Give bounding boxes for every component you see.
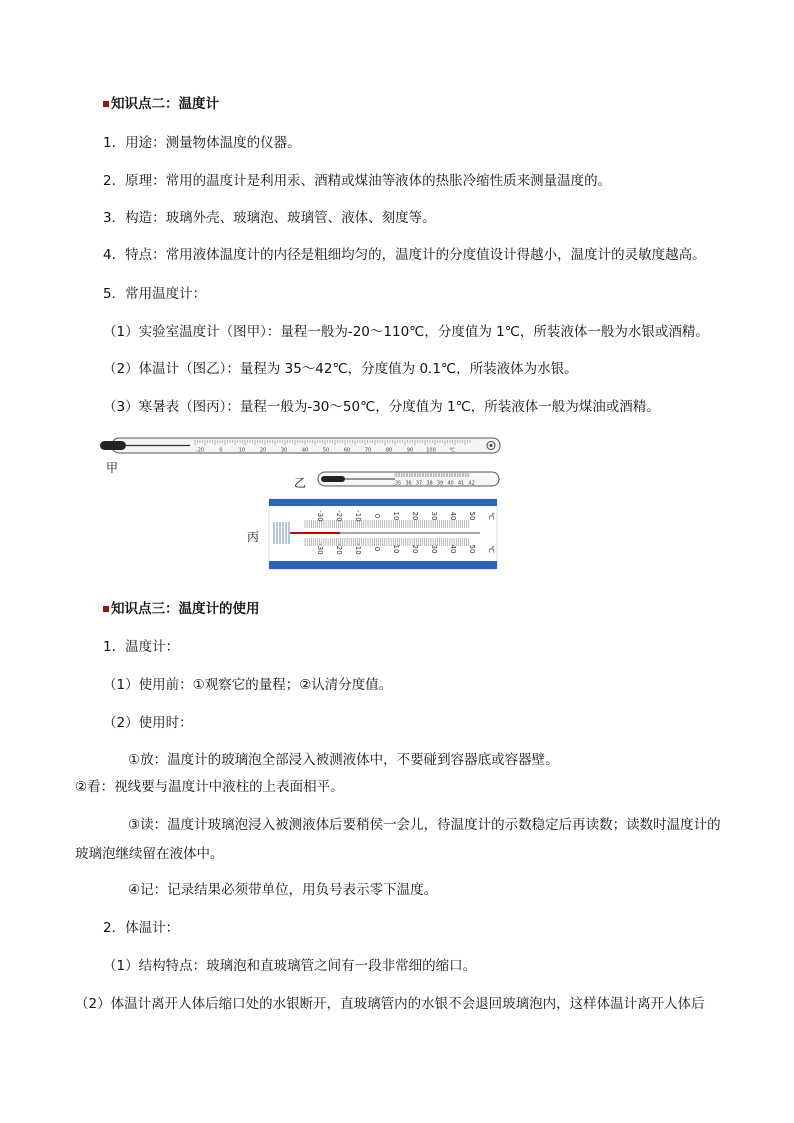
scale-label: 70 <box>364 447 372 454</box>
scale-label: 39 <box>436 480 444 487</box>
scale-label: 60 <box>343 447 351 454</box>
scale-label: 41 <box>457 480 465 487</box>
scale-label: 38 <box>426 480 433 487</box>
scale-label: -10 <box>354 543 362 555</box>
lab-thermometer <box>100 438 500 454</box>
text-line: ①放：温度计的玻璃泡全部浸入被测液体中，不要碰到容器底或容器壁。 <box>128 752 559 768</box>
text-line: 玻璃泡继续留在液体中。 <box>75 846 224 862</box>
scale-label: 50 <box>322 447 330 454</box>
heading-text: 知识点二：温度计 <box>111 96 219 112</box>
text-line: （2）体温计（图乙）：量程为 35～42℃，分度值为 0.1℃，所装液体为水银。 <box>103 361 578 377</box>
scale-label: 90 <box>406 447 414 454</box>
scale-label: ℃ <box>487 512 495 520</box>
scale-label: 36 <box>405 480 412 487</box>
thermometer-figure <box>0 432 794 572</box>
section-heading-3 <box>103 599 260 619</box>
heading-marker-icon <box>103 606 109 612</box>
section-heading-2 <box>103 94 219 114</box>
text-line: ②看：视线要与温度计中液柱的上表面相平。 <box>75 779 344 795</box>
scale-label: 30 <box>430 544 438 554</box>
scale-label: 0 <box>373 546 381 552</box>
scale-label: -20 <box>195 447 205 454</box>
scale-label: 40 <box>449 544 457 554</box>
scale-label: 20 <box>259 447 267 454</box>
text-line: （1）结构特点：玻璃泡和直玻璃管之间有一段非常细的缩口。 <box>103 958 477 974</box>
scale-label: -30 <box>316 543 324 555</box>
scale-label: 50 <box>468 511 476 521</box>
scale-label: -10 <box>354 510 362 522</box>
text-line: 4．特点：常用液体温度计的内径是粗细均匀的，温度计的分度值设计得越小，温度计的灵敏度越高。 <box>103 247 706 263</box>
text-line: （3）寒暑表（图丙）：量程一般为-30～50℃，分度值为 1℃，所装液体一般为煤油或酒精。 <box>103 399 660 415</box>
scale-label: ℃ <box>487 545 495 553</box>
scale-label: -20 <box>335 510 343 522</box>
text-line: 1．用途：测量物体温度的仪器。 <box>103 135 301 151</box>
text-line: （2）体温计离开人体后缩口处的水银断开，直玻璃管内的水银不会退回玻璃泡内，这样体温计离开人体后 <box>75 996 705 1012</box>
scale-label: 42 <box>468 480 475 487</box>
scale-label: 10 <box>238 447 246 454</box>
scale-label: 50 <box>468 544 476 554</box>
figure-label-jia: 甲 <box>106 461 119 475</box>
text-line: （1）实验室温度计（图甲）：量程一般为-20～110℃，分度值为 1℃，所装液体一般为水银或酒精。 <box>103 324 709 340</box>
heading-marker-icon <box>103 101 109 107</box>
figure-label-bing: 丙 <box>247 530 260 544</box>
scale-label: -30 <box>316 510 324 522</box>
text-line: 2．原理：常用的温度计是利用汞、酒精或煤油等液体的热胀冷缩性质来测量温度的。 <box>103 173 612 189</box>
text-line: ④记：记录结果必须带单位，用负号表示零下温度。 <box>128 882 438 898</box>
scale-label: -20 <box>335 543 343 555</box>
wall-thermometer <box>269 499 497 569</box>
text-line: ③读：温度计玻璃泡浸入被测液体后要稍侯一会儿，待温度计的示数稳定后再读数；读数时温度计的 <box>128 817 721 833</box>
text-line: （1）使用前：①观察它的量程；②认清分度值。 <box>103 677 393 693</box>
scale-label: 40 <box>447 480 454 487</box>
heading-text: 知识点三：温度计的使用 <box>111 601 260 617</box>
scale-label: 35 <box>394 480 402 487</box>
scale-label: 80 <box>385 447 393 454</box>
figure-label-yi: 乙 <box>294 476 307 490</box>
scale-label: 10 <box>392 544 400 554</box>
scale-label: 40 <box>301 447 309 454</box>
scale-label: 0 <box>219 447 223 454</box>
text-line: （2）使用时： <box>103 715 193 731</box>
scale-label: 20 <box>411 544 419 554</box>
scale-label: 20 <box>411 511 419 521</box>
scale-label: ℃ <box>449 447 455 454</box>
text-line: 2．体温计： <box>103 920 180 936</box>
text-line: 5．常用温度计： <box>103 286 207 302</box>
scale-label: 0 <box>373 513 381 519</box>
text-line: 3．构造：玻璃外壳、玻璃泡、玻璃管、液体、刻度等。 <box>103 210 436 226</box>
clinical-thermometer <box>318 472 499 487</box>
scale-label: 40 <box>449 511 457 521</box>
scale-label: 10 <box>392 511 400 521</box>
scale-label: 30 <box>280 447 288 454</box>
scale-label: 100 <box>426 447 436 454</box>
scale-label: 30 <box>430 511 438 521</box>
text-line: 1．温度计： <box>103 639 180 655</box>
scale-label: 37 <box>415 480 423 487</box>
